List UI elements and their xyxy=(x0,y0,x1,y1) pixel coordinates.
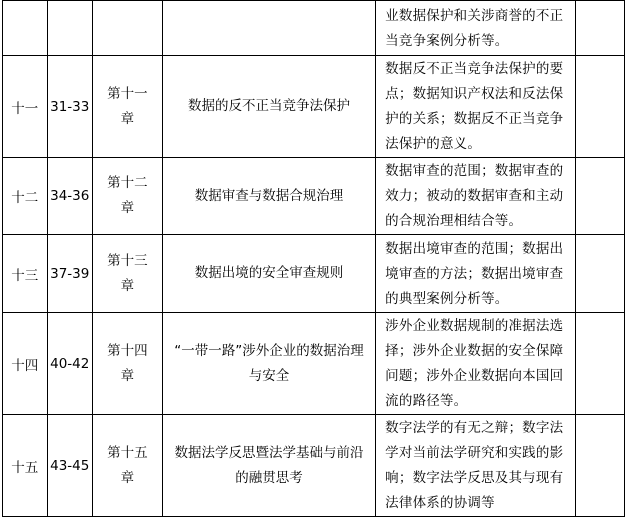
topic-cell xyxy=(162,158,375,235)
content-cell xyxy=(376,1,576,56)
content-text: 涉外企业数据规制的准据法选择；涉外企业数据的安全保障问题；涉外企业数据向本国回流的路径等。 xyxy=(385,318,564,409)
content-text: 数据审查的范围；数据审查的效力；被动的数据审查和主动的合规治理相结合等。 xyxy=(385,163,564,229)
week-cell xyxy=(3,1,48,56)
extra-cell xyxy=(576,235,625,313)
extra-cell xyxy=(576,1,625,56)
topic-label: 数据的反不正当竞争法保护 xyxy=(187,98,350,114)
chapter-cell xyxy=(93,313,163,415)
chapter-label: 第十三章 xyxy=(107,252,148,294)
table-row xyxy=(3,313,625,415)
chapter-label: 第十四章 xyxy=(107,342,148,384)
chapter-label: 第十五章 xyxy=(107,444,148,486)
topic-cell xyxy=(162,1,375,56)
table-row xyxy=(3,158,625,235)
table-row xyxy=(3,415,625,517)
content-cell xyxy=(376,56,576,158)
topic-label: 数据法学反思暨法学基础与前沿的融贯思考 xyxy=(174,444,364,486)
content-text: 数据反不正当竞争法保护的要点；数据知识产权法和反法保护的关系；数据反不正当竞争法保护的意义。 xyxy=(385,61,564,152)
content-cell xyxy=(376,158,576,235)
week-cell: 十一 xyxy=(3,56,48,158)
chapter-cell xyxy=(93,56,163,158)
extra-cell xyxy=(576,158,625,235)
topic-label: 数据出境的安全审查规则 xyxy=(194,265,344,281)
topic-label: 数据审查与数据合规治理 xyxy=(194,187,344,204)
content-text: 数据出境审查的范围；数据出境审查的方法；数据出境审查的典型案例分析等。 xyxy=(385,240,564,307)
topic-cell xyxy=(162,313,375,415)
table-row xyxy=(3,1,625,56)
table-row xyxy=(3,235,625,313)
chapter-cell xyxy=(93,1,163,56)
week-cell: 十四 xyxy=(3,313,48,415)
chapter-label: 第十一章 xyxy=(107,85,148,127)
hours-cell: 43-45 xyxy=(47,415,93,517)
content-text: 业数据保护和关涉商誉的不正当竞争案例分析等。 xyxy=(385,7,564,49)
topic-cell xyxy=(162,415,375,517)
content-text: 数字法学的有无之辩；数字法学对当前法学研究和实践的影响；数字法学反思及其与现有法律体系的协调等 xyxy=(385,420,564,511)
hours-cell: 34-36 xyxy=(47,158,93,235)
chapter-label: 第十二章 xyxy=(107,175,148,216)
table-row xyxy=(3,56,625,158)
content-cell xyxy=(376,415,576,517)
chapter-cell xyxy=(93,235,163,313)
extra-cell xyxy=(576,56,625,158)
week-cell: 十三 xyxy=(3,235,48,313)
content-cell xyxy=(376,235,576,313)
hours-cell xyxy=(47,1,93,56)
extra-cell xyxy=(576,415,625,517)
course-schedule-table xyxy=(2,0,625,517)
topic-cell xyxy=(162,235,375,313)
extra-cell xyxy=(576,313,625,415)
chapter-cell xyxy=(93,158,163,235)
week-cell: 十五 xyxy=(3,415,48,517)
hours-cell: 40-42 xyxy=(47,313,93,415)
hours-cell: 31-33 xyxy=(47,56,93,158)
content-cell xyxy=(376,313,576,415)
topic-label: “一带一路”涉外企业的数据治理与安全 xyxy=(174,342,364,384)
week-cell: 十二 xyxy=(3,158,48,235)
chapter-cell xyxy=(93,415,163,517)
topic-cell xyxy=(162,56,375,158)
hours-cell: 37-39 xyxy=(47,235,93,313)
